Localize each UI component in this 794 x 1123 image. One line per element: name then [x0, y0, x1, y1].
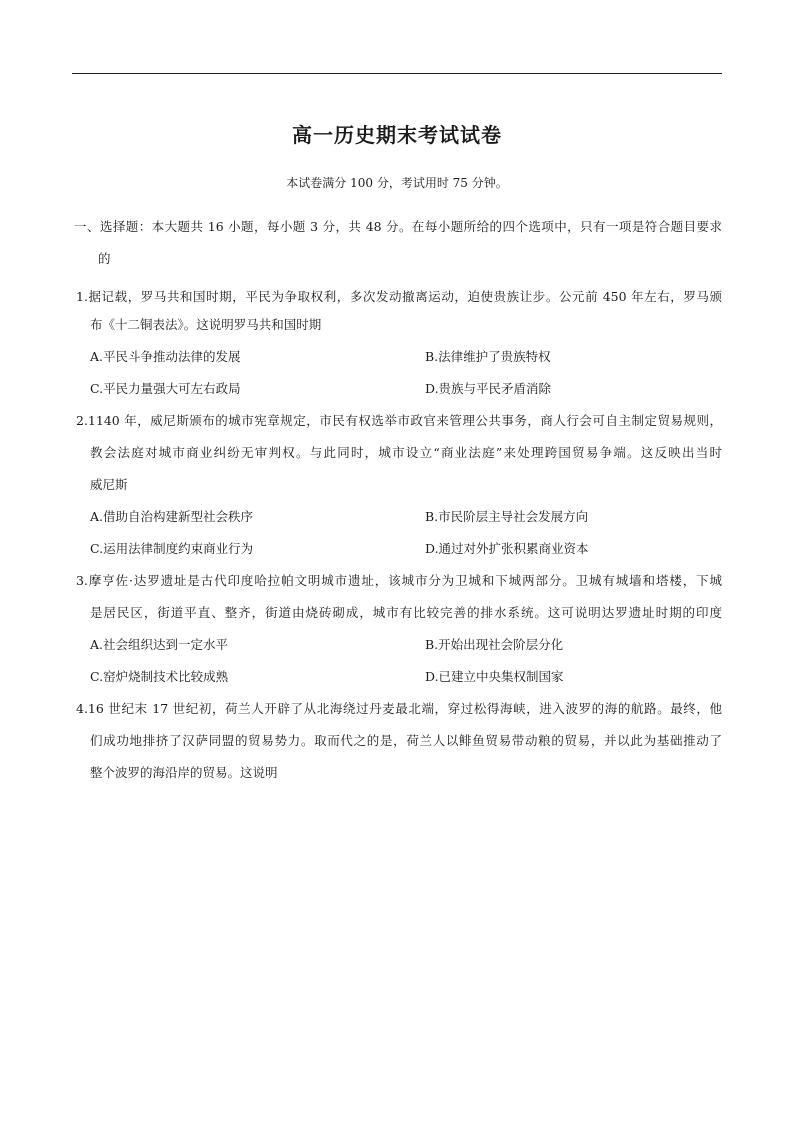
question-2-stem: 2.1140 年，威尼斯颁布的城市宪章规定，市民有权选举市政官来管理公共事务，商人行会可自主制定贸易规则， — [76, 413, 722, 428]
question-2-option-d[interactable]: D.通过对外扩张积累商业资本 — [425, 541, 589, 556]
question-1-option-c[interactable]: C.平民力量强大可左右政局 — [90, 381, 241, 396]
question-3-option-b[interactable]: B.开始出现社会阶层分化 — [425, 637, 564, 652]
question-1-option-a[interactable]: A.平民斗争推动法律的发展 — [90, 349, 241, 364]
question-3-option-c[interactable]: C.窑炉烧制技术比较成熟 — [90, 669, 229, 684]
section-heading: 一、选择题：本大题共 16 小题，每小题 3 分，共 48 分。在每小题所给的四个选项中，只有一项是符合题目要求 — [74, 219, 722, 234]
question-2-stem-continuation: 教会法庭对城市商业纠纷无审判权。与此同时，城市设立“商业法庭”来处理跨国贸易争端。这反映出当时 — [90, 445, 722, 460]
question-1-stem-continuation: 布《十二铜表法》。这说明罗马共和国时期 — [90, 317, 322, 332]
question-3-option-d[interactable]: D.已建立中央集权制国家 — [425, 669, 564, 684]
question-1-option-b[interactable]: B.法律维护了贵族特权 — [425, 349, 551, 364]
question-1-option-d[interactable]: D.贵族与平民矛盾消除 — [425, 381, 552, 396]
question-1-stem: 1.据记载，罗马共和国时期，平民为争取权利，多次发动撤离运动，迫使贵族让步。公元前 450 年左右，罗马颁 — [76, 289, 722, 304]
question-4-stem: 4.16 世纪末 17 世纪初，荷兰人开辟了从北海绕过丹麦最北端，穿过松得海峡，进入波罗的海的航路。最终，他 — [76, 701, 722, 716]
page-title: 高一历史期末考试试卷 — [292, 123, 502, 147]
question-3-stem: 3.摩亨佐·达罗遗址是古代印度哈拉帕文明城市遗址，该城市分为卫城和下城两部分。卫城有城墙和塔楼，下城 — [76, 573, 722, 588]
exam-instructions: 本试卷满分 100 分，考试用时 75 分钟。 — [286, 176, 508, 190]
question-3-stem-continuation: 是居民区，街道平直、整齐，街道由烧砖砌成，城市有比较完善的排水系统。这可说明达罗遗址时期的印度 — [90, 605, 722, 620]
section-heading-continuation: 的 — [98, 251, 111, 266]
question-2-option-a[interactable]: A.借助自治构建新型社会秩序 — [90, 509, 254, 524]
question-4-stem-end: 整个波罗的海沿岸的贸易。这说明 — [90, 765, 278, 780]
question-3-option-a[interactable]: A.社会组织达到一定水平 — [90, 637, 229, 652]
question-2-option-c[interactable]: C.运用法律制度约束商业行为 — [90, 541, 254, 556]
header-rule — [72, 73, 722, 74]
question-2-option-b[interactable]: B.市民阶层主导社会发展方向 — [425, 509, 589, 524]
question-2-stem-end: 威尼斯 — [90, 477, 128, 492]
question-4-stem-continuation: 们成功地排挤了汉萨同盟的贸易势力。取而代之的是，荷兰人以鲱鱼贸易带动粮的贸易，并以此为基础推动了 — [90, 733, 722, 748]
